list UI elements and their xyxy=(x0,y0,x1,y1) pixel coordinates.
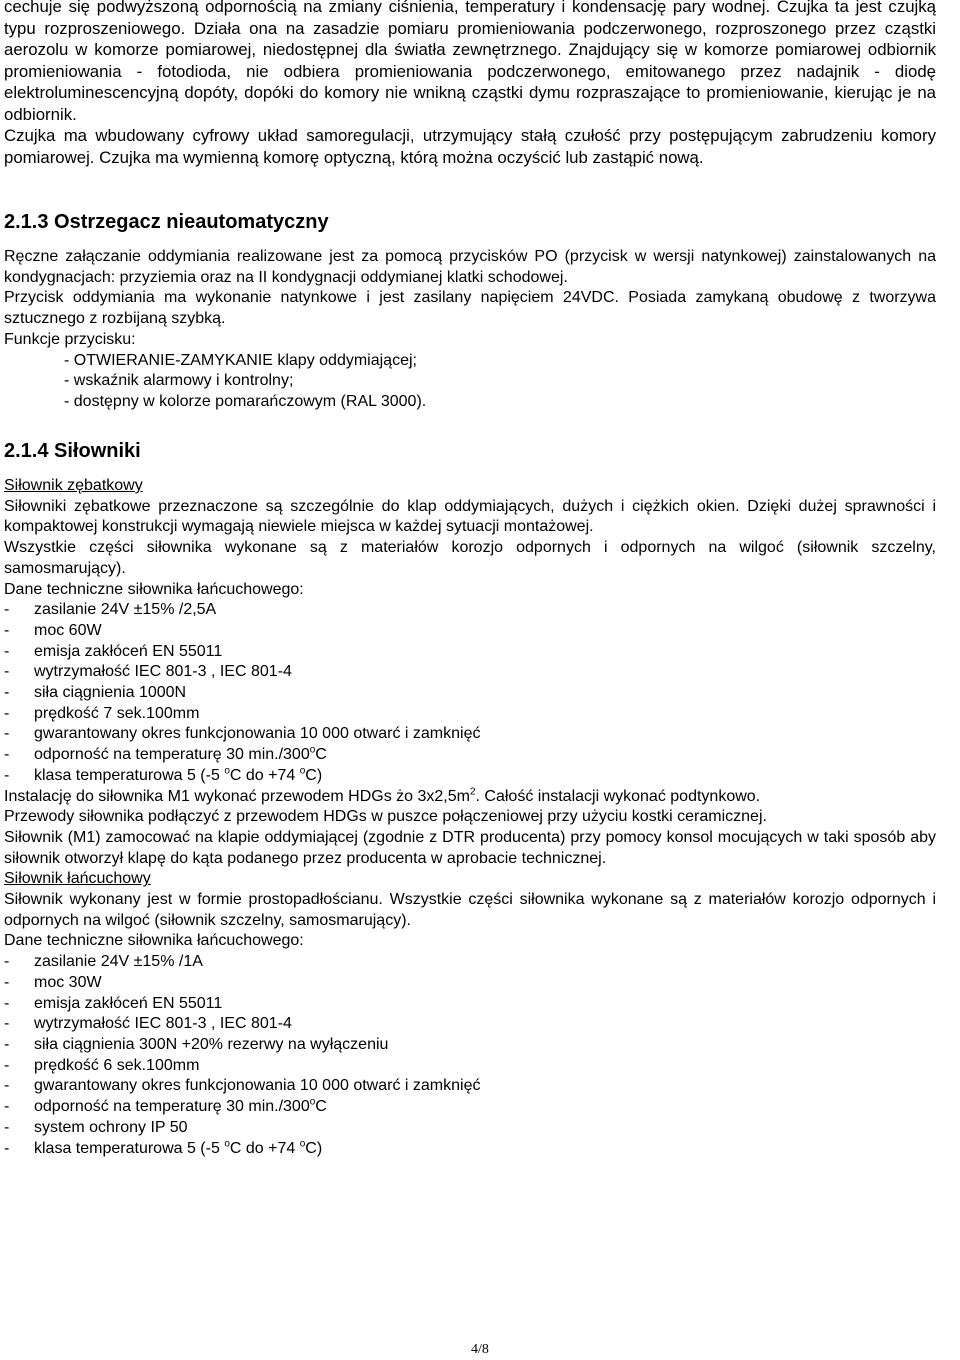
chain-spec-item: - emisja zakłóceń EN 55011 xyxy=(4,994,223,1012)
gear-spec-item: - wytrzymałość IEC 801-3 , IEC 801-4 xyxy=(4,663,292,681)
section-2-1-4-body xyxy=(4,476,936,1159)
paragraph-gear-mounting: Siłownik (M1) zamocować na klapie oddymiającej (zgodnie z DTR producenta) przy pomocy konsol mocujących w taki sposób aby siłownik otworzył klapę do kąta podanego przez producenta w aprobacie technicznej. xyxy=(4,828,936,867)
function-item: - OTWIERANIE-ZAMYKANIE klapy oddymiającej; xyxy=(64,351,417,369)
intro-paragraph-1: cechuje się podwyższoną odpornością na zmiany ciśnienia, temperatury i kondensację pary wodnej. Czujka ta jest czujką typu rozproszeniowego. Działa ona na zasadzie pomiaru promieniowania podczerwonego, rozproszonego przez cząstki aerozolu w komorze pomiarowej, niedostępnej dla światła zewnętrznego. Znajdujący się w komorze pomiarowej odbiornik promieniowania - fotodioda, nie odbiera promieniowania podczerwonego, emitowanego przez nadajnik - diodę elektroluminescencyjną dopóty, dopóki do komory nie wnikną cząstki dymu rozpraszające to promieniowanie, kierując je na odbiornik. xyxy=(4,0,936,124)
paragraph-gear-wiring: Przewody siłownika podłączyć z przewodem HDGs w puszce połączeniowej przy użyciu kostki ceramicznej. xyxy=(4,808,767,826)
gear-spec-item: - prędkość 7 sek.100mm xyxy=(4,704,200,722)
gear-specs-label: Dane techniczne siłownika łańcuchowego: xyxy=(4,580,304,598)
subsection-title-gear-actuator: Siłownik zębatkowy xyxy=(4,477,143,494)
gear-spec-item: - zasilanie 24V ±15% /2,5A xyxy=(4,601,217,619)
paragraph-gear-purpose: Siłowniki zębatkowe przeznaczone są szczególnie do klap oddymiających, dużych i ciężkich okien. Dzięki dużej sprawności i kompaktowej konstrukcji wymagają niewiele miejsca w każdej sytuacji montażowej. xyxy=(4,497,936,536)
gear-spec-item: - moc 60W xyxy=(4,621,102,639)
gear-spec-class: - klasa temperaturowa 5 (-5 $^o$C do +74 $^o$C) xyxy=(4,765,323,784)
gear-spec-item: - gwarantowany okres funkcjonowania 10 000 otwarć i zamknięć xyxy=(4,725,481,743)
paragraph-chain-description: Siłownik wykonany jest w formie prostopadłościanu. Wszystkie części siłownika wykonane są z materiałów korozjo odpornych i odpornych na wilgoć (siłownik szczelny, samosmarujący). xyxy=(4,891,936,929)
paragraph-manual-activation: Ręczne załączanie oddymiania realizowane jest za pomocą przycisków PO (przycisk w wersji natynkowej) zainstalowanych na kondygnacjach: przyziemia oraz na II kondygnacji oddymianej klatki schodowej. xyxy=(4,248,936,286)
paragraph-gear-materials: Wszystkie części siłownika wykonane są z materiałów korozjo odpornych i odpornych na wilgoć (siłownik szczelny, samosmarujący). xyxy=(4,539,936,577)
section-2-1-3-body xyxy=(4,247,936,413)
intro-paragraph-2: Czujka ma wbudowany cyfrowy układ samoregulacji, utrzymujący stałą czułość przy postępującym zabrudzeniu komory pomiarowej. Czujka ma wymienną komorę optyczną, którą można oczyścić lub zastąpić nową. xyxy=(4,126,936,167)
chain-spec-ip: - system ochrony IP 50 xyxy=(4,1118,188,1136)
intro-section xyxy=(4,0,936,168)
chain-spec-item: - siła ciągnienia 300N +20% rezerwy na wyłączeniu xyxy=(4,1035,389,1053)
chain-spec-item: - gwarantowany okres funkcjonowania 10 000 otwarć i zamknięć xyxy=(4,1077,481,1095)
chain-spec-class: - klasa temperaturowa 5 (-5 $^o$C do +74 $^o$C) xyxy=(4,1138,323,1157)
gear-spec-item: - siła ciągnienia 1000N xyxy=(4,684,187,702)
subsection-title-chain-actuator: Siłownik łańcuchowy xyxy=(4,870,151,888)
gear-spec-item: - emisja zakłóceń EN 55011 xyxy=(4,642,223,660)
section-heading-2-1-4: 2.1.4 Siłowniki xyxy=(4,440,141,462)
chain-spec-item: - prędkość 6 sek.100mm xyxy=(4,1056,200,1074)
chain-spec-item: - zasilanie 24V ±15% /1A xyxy=(4,953,203,971)
chain-spec-item: - moc 30W xyxy=(4,973,102,991)
gear-spec-temperature: - odporność na temperaturę 30 min./300$^o$C xyxy=(4,744,327,764)
paragraph-gear-installation: Instalację do siłownika M1 wykonać przewodem HDGs żo $3x2,5m^2$. Całość instalacji wykonać podtynkowo. xyxy=(4,786,761,805)
chain-specs-label: Dane techniczne siłownika łańcuchowego: xyxy=(4,932,304,950)
function-item: - dostępny w kolorze pomarańczowym (RAL 3000). xyxy=(64,392,427,410)
chain-spec-temperature: - odporność na temperaturę 30 min./300$^o$C xyxy=(4,1096,327,1116)
page-number: 4/8 xyxy=(471,1342,489,1357)
section-heading-2-1-3: 2.1.3 Ostrzegacz nieautomatyczny xyxy=(4,211,329,233)
functions-label: Funkcje przycisku: xyxy=(4,330,136,348)
paragraph-button-spec: Przycisk oddymiania ma wykonanie natynkowe i jest zasilany napięciem 24VDC. Posiada zamykaną obudowę z tworzywa sztucznego z rozbijaną szybką. xyxy=(4,289,936,328)
function-item: - wskaźnik alarmowy i kontrolny; xyxy=(64,372,294,390)
chain-spec-item: - wytrzymałość IEC 801-3 , IEC 801-4 xyxy=(4,1015,292,1033)
